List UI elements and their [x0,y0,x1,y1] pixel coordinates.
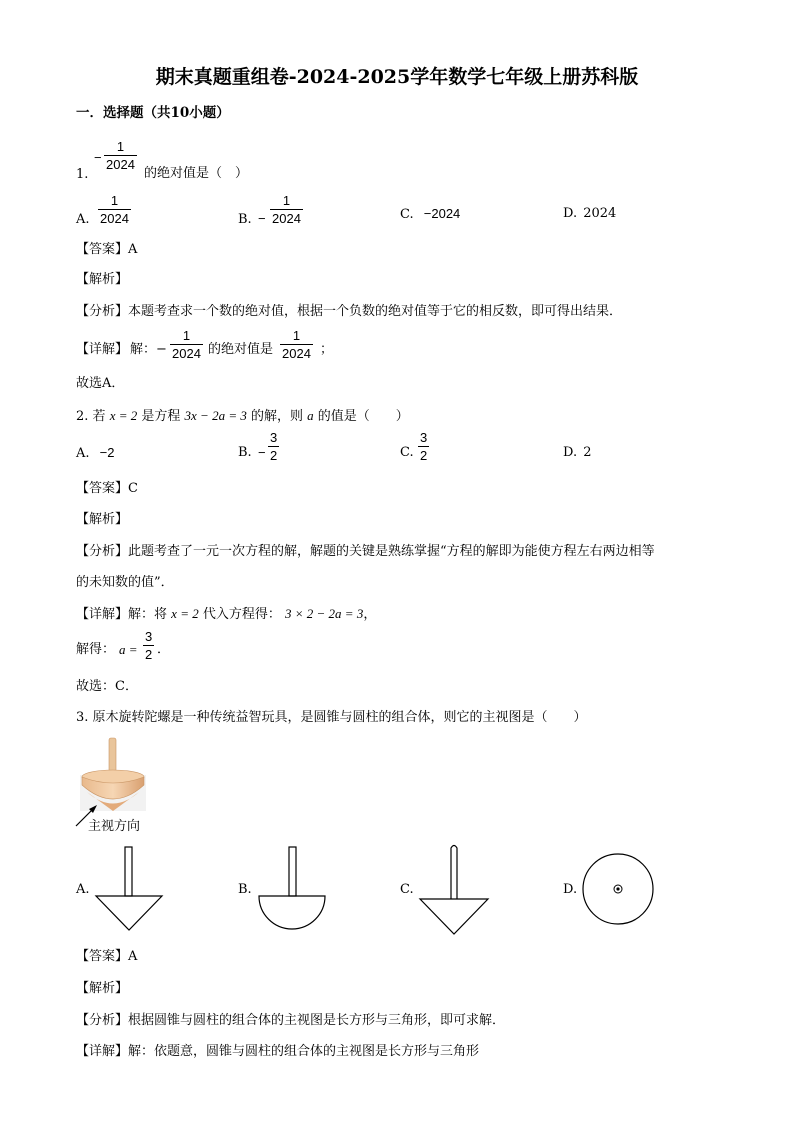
q2-stem: 2. 若 x = 2 是方程 3x − 2a = 3 的解，则 a 的值是（ ） [76,408,409,424]
q3-option-c-label: C. [400,882,414,897]
q1-conclusion: 故选A． [76,376,125,391]
q2-detail: 【详解】解：将 x = 2 代入方程得： 3 × 2 − 2a = 3， [76,606,377,622]
q3-analysis-label: 【解析】 [76,981,129,996]
q3-option-a-label: A. [76,882,90,897]
q3-option-d-label: D. [563,882,578,897]
q1-option-c: C. −2024 [400,206,461,222]
q1-number: 1. [76,167,89,182]
q1-stem-text: 的绝对值是（ ） [144,166,249,181]
section-heading: 一．选择题（共10小题） [76,105,230,121]
q2-fenxi-line2: 的未知数的值”． [76,575,174,590]
q3-fenxi: 【分析】根据圆锥与圆柱的组合体的主视图是长方形与三角形，即可求解． [76,1013,506,1028]
q2-conclusion: 故选：C． [76,679,138,694]
q2-analysis-label: 【解析】 [76,512,129,527]
q1-analysis-label: 【解析】 [76,272,129,287]
q2-solve: 解得： a = $\frac{3}{2}$ ． [76,629,171,662]
q2-option-d: D. 2 [563,445,592,460]
q3-option-a-figure [94,846,166,936]
q3-option-c-figure [418,842,490,938]
q1-fenxi: 【分析】本题考查求一个数的绝对值，根据一个负数的绝对值等于它的相反数，即可得出结果． [76,304,623,319]
q3-option-b-figure [256,846,328,936]
q3-option-b-label: B. [238,882,252,897]
q2-answer: 【答案】C [76,481,138,496]
q3-answer: 【答案】A [76,949,138,964]
q1-fraction: $\frac{1}{2024}$ [106,139,135,172]
q3-option-d-figure [581,852,657,928]
q3-detail: 【详解】解：依题意，圆锥与圆柱的组合体的主视图是长方形与三角形 [76,1044,480,1059]
q1-detail: 【详解】 解：− $\frac{1}{2024}$ 的绝对值是 $\frac{1}{2024}$ ； [76,328,334,361]
page-title: 期末真题重组卷-2024-2025学年数学七年级上册苏科版 [155,66,639,88]
q1-option-d: D. 2024 [563,206,617,221]
view-direction-caption: 主视方向 [88,819,141,834]
q2-fenxi-line1: 【分析】此题考查了一元一次方程的解，解题的关键是熟练掌握“方程的解即为能使方程左右两边相等 [76,544,655,559]
q1-minus: − [94,150,102,165]
q3-stem: 3. 原木旋转陀螺是一种传统益智玩具，是圆锥与圆柱的组合体，则它的主视图是（ ） [76,710,587,725]
q1-answer: 【答案】A [76,242,138,257]
q2-option-a: A. −2 [76,445,115,461]
